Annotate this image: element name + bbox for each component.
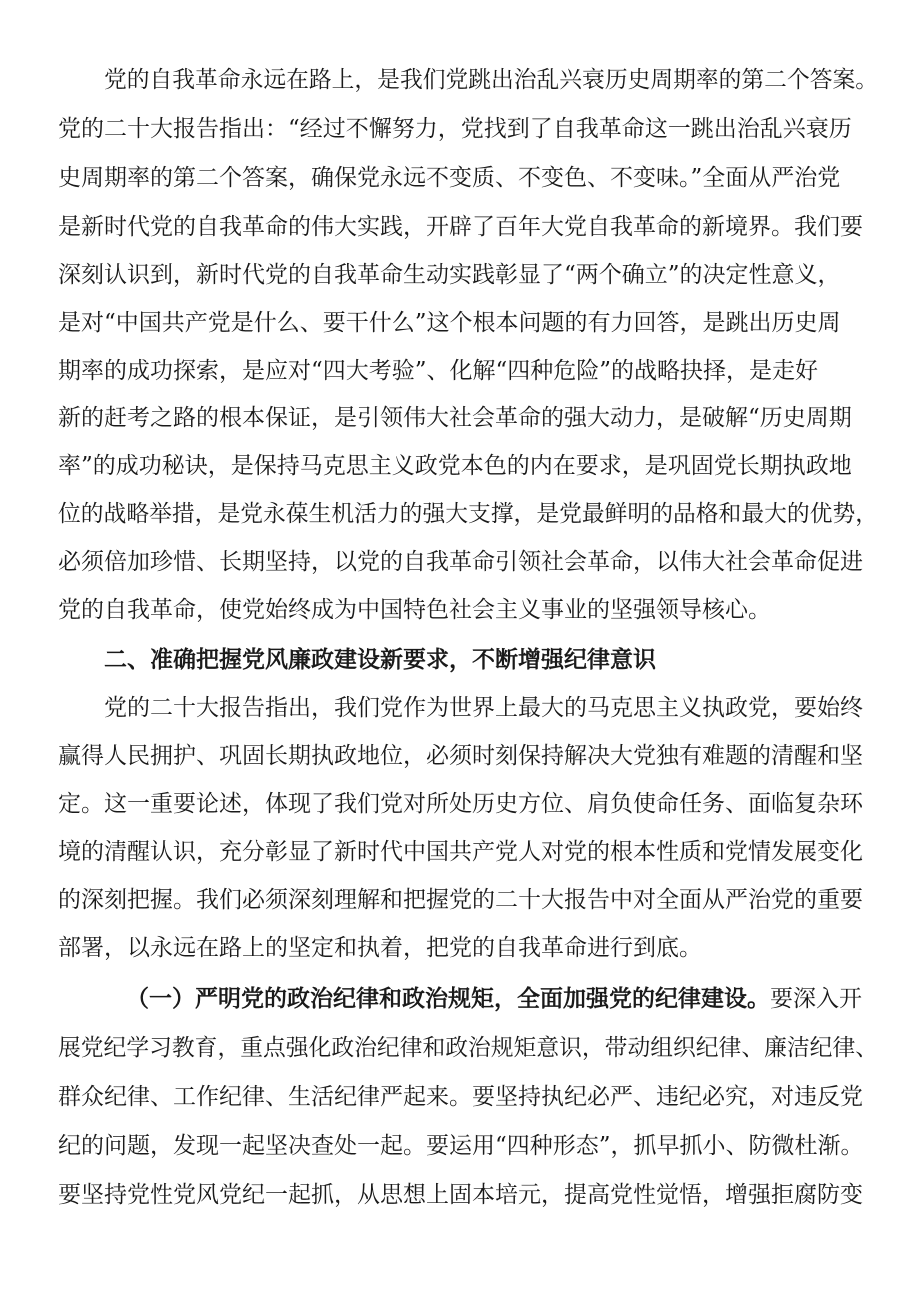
paragraph-line: 境的清醒认识，充分彰显了新时代中国共产党人对党的根本性质和党情发展变化 [58,839,863,865]
paragraph-line: 党的二十大报告指出：“经过不懈努力，党找到了自我革命这一跳出治乱兴衰历 [58,116,852,142]
paragraph-line: 位的战略举措，是党永葆生机活力的强大支撑，是党最鲜明的品格和最大的优势， [58,501,878,527]
paragraph-line: 赢得人民拥护、巩固长期执政地位，必须时刻保持解决大党独有难题的清醒和坚 [58,743,863,769]
subsection-lead-text: 要深入开 [770,986,862,1012]
paragraph-line: 党的自我革命永远在路上，是我们党跳出治乱兴衰历史周期率的第二个答案。 [104,67,878,93]
subsection-heading: （一）严明党的政治纪律和政治规矩，全面加强党的纪律建设。 [126,986,770,1012]
section-heading: 二、准确把握党风廉政建设新要求，不断增强纪律意识 [104,647,656,673]
paragraph-line: 要坚持党性党风党纪一起抓，从思想上固本培元，提高党性觉悟，增强拒腐防变 [58,1182,863,1208]
subsection-lead-line [126,983,878,1015]
paragraph-line: 期率的成功探索，是应对“四大考验”、化解“四种危险”的战略抉择，是走好 [58,358,819,384]
paragraph-line: 是新时代党的自我革命的伟大实践，开辟了百年大党自我革命的新境界。我们要 [58,214,863,240]
paragraph-line: 必须倍加珍惜、长期坚持，以党的自我革命引领社会革命，以伟大社会革命促进 [58,549,863,575]
paragraph-line: 率”的成功秘诀，是保持马克思主义政党本色的内在要求，是巩固党长期执政地 [58,453,852,479]
paragraph-line: 定。这一重要论述，体现了我们党对所处历史方位、肩负使命任务、面临复杂环 [58,791,863,817]
paragraph-line: 部署，以永远在路上的坚定和执着，把党的自我革命进行到底。 [58,935,702,961]
paragraph-line: 新的赶考之路的根本保证，是引领伟大社会革命的强大动力，是破解“历史周期 [58,405,852,431]
paragraph-line: 展党纪学习教育，重点强化政治纪律和政治规矩意识，带动组织纪律、廉洁纪律、 [58,1035,878,1061]
paragraph-line: 党的自我革命，使党始终成为中国特色社会主义事业的坚强领导核心。 [58,597,771,623]
paragraph-line: 史周期率的第二个答案，确保党永远不变质、不变色、不变味。”全面从严治党 [58,165,841,191]
paragraph-line: 群众纪律、工作纪律、生活纪律严起来。要坚持执纪必严、违纪必究，对违反党 [58,1084,863,1110]
paragraph-line: 纪的问题，发现一起坚决查处一起。要运用“四种形态”，抓早抓小、防微杜渐。 [58,1133,864,1159]
paragraph-line: 党的二十大报告指出，我们党作为世界上最大的马克思主义执政党，要始终 [104,695,863,721]
paragraph-line: 是对“中国共产党是什么、要干什么”这个根本问题的有力回答，是跳出历史周 [58,310,841,336]
paragraph-line: 深刻认识到，新时代党的自我革命生动实践彰显了“两个确立”的决定性意义， [58,262,841,288]
paragraph-line: 的深刻把握。我们必须深刻理解和把握党的二十大报告中对全面从严治党的重要 [58,887,863,913]
